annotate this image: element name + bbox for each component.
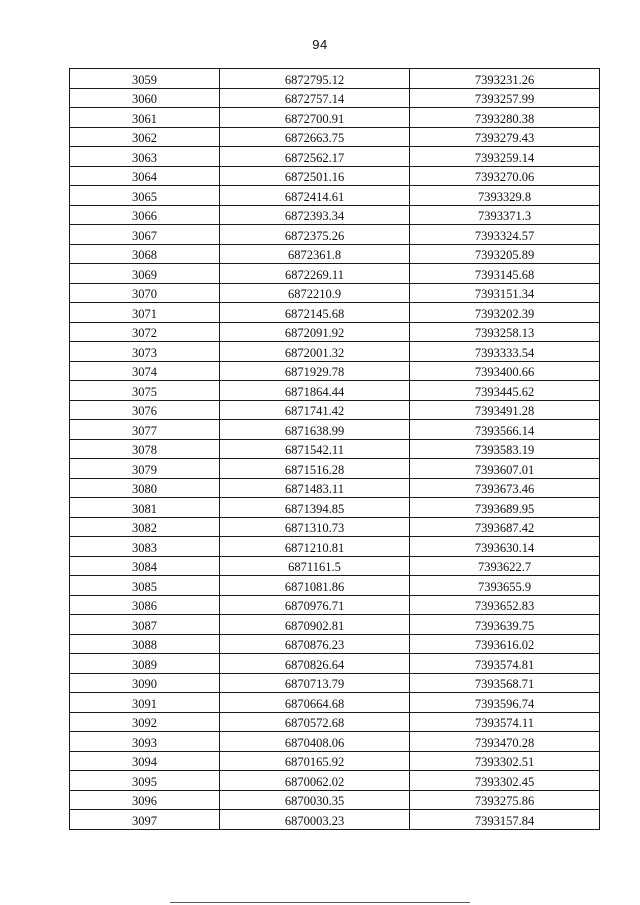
- point-number-cell: 3084: [70, 556, 220, 576]
- point-number-cell: 3068: [70, 244, 220, 264]
- x-coordinate-cell: 6872562.17: [220, 147, 410, 167]
- x-coordinate-cell: 6870003.23: [220, 810, 410, 830]
- x-coordinate-cell: 6870165.92: [220, 751, 410, 771]
- x-coordinate-cell: 6872663.75: [220, 127, 410, 147]
- coordinates-table: [69, 68, 600, 830]
- point-number-cell: 3089: [70, 654, 220, 674]
- point-number-cell: 3067: [70, 225, 220, 245]
- point-number-cell: 3095: [70, 771, 220, 791]
- table-row: [70, 693, 600, 713]
- y-coordinate-cell: 7393574.81: [410, 654, 600, 674]
- point-number-cell: 3062: [70, 127, 220, 147]
- y-coordinate-cell: 7393400.66: [410, 361, 600, 381]
- table-row: [70, 790, 600, 810]
- table-row: [70, 400, 600, 420]
- table-row: [70, 283, 600, 303]
- point-number-cell: 3075: [70, 381, 220, 401]
- y-coordinate-cell: 7393673.46: [410, 478, 600, 498]
- x-coordinate-cell: 6871516.28: [220, 459, 410, 479]
- x-coordinate-cell: 6871394.85: [220, 498, 410, 518]
- table-row: [70, 634, 600, 654]
- y-coordinate-cell: 7393259.14: [410, 147, 600, 167]
- x-coordinate-cell: 6872091.92: [220, 322, 410, 342]
- y-coordinate-cell: 7393491.28: [410, 400, 600, 420]
- y-coordinate-cell: 7393445.62: [410, 381, 600, 401]
- point-number-cell: 3078: [70, 439, 220, 459]
- table-row: [70, 166, 600, 186]
- x-coordinate-cell: 6870062.02: [220, 771, 410, 791]
- x-coordinate-cell: 6871741.42: [220, 400, 410, 420]
- table-row: [70, 576, 600, 596]
- x-coordinate-cell: 6872269.11: [220, 264, 410, 284]
- y-coordinate-cell: 7393279.43: [410, 127, 600, 147]
- page-number: 94: [312, 37, 328, 52]
- y-coordinate-cell: 7393302.45: [410, 771, 600, 791]
- y-coordinate-cell: 7393583.19: [410, 439, 600, 459]
- point-number-cell: 3096: [70, 790, 220, 810]
- table-row: [70, 322, 600, 342]
- y-coordinate-cell: 7393151.34: [410, 283, 600, 303]
- table-row: [70, 342, 600, 362]
- x-coordinate-cell: 6871542.11: [220, 439, 410, 459]
- table-row: [70, 88, 600, 108]
- point-number-cell: 3070: [70, 283, 220, 303]
- table-row: [70, 147, 600, 167]
- point-number-cell: 3074: [70, 361, 220, 381]
- point-number-cell: 3065: [70, 186, 220, 206]
- y-coordinate-cell: 7393324.57: [410, 225, 600, 245]
- table-row: [70, 264, 600, 284]
- y-coordinate-cell: 7393258.13: [410, 322, 600, 342]
- point-number-cell: 3060: [70, 88, 220, 108]
- x-coordinate-cell: 6872393.34: [220, 205, 410, 225]
- point-number-cell: 3063: [70, 147, 220, 167]
- table-row: [70, 517, 600, 537]
- point-number-cell: 3097: [70, 810, 220, 830]
- x-coordinate-cell: 6871161.5: [220, 556, 410, 576]
- point-number-cell: 3072: [70, 322, 220, 342]
- point-number-cell: 3092: [70, 712, 220, 732]
- x-coordinate-cell: 6871081.86: [220, 576, 410, 596]
- x-coordinate-cell: 6870408.06: [220, 732, 410, 752]
- table-row: [70, 751, 600, 771]
- x-coordinate-cell: 6871310.73: [220, 517, 410, 537]
- y-coordinate-cell: 7393280.38: [410, 108, 600, 128]
- point-number-cell: 3087: [70, 615, 220, 635]
- y-coordinate-cell: 7393687.42: [410, 517, 600, 537]
- x-coordinate-cell: 6872700.91: [220, 108, 410, 128]
- point-number-cell: 3064: [70, 166, 220, 186]
- table-row: [70, 478, 600, 498]
- x-coordinate-cell: 6872795.12: [220, 69, 410, 89]
- y-coordinate-cell: 7393470.28: [410, 732, 600, 752]
- x-coordinate-cell: 6872001.32: [220, 342, 410, 362]
- x-coordinate-cell: 6871929.78: [220, 361, 410, 381]
- x-coordinate-cell: 6870826.64: [220, 654, 410, 674]
- point-number-cell: 3088: [70, 634, 220, 654]
- x-coordinate-cell: 6872145.68: [220, 303, 410, 323]
- table-row: [70, 361, 600, 381]
- point-number-cell: 3076: [70, 400, 220, 420]
- x-coordinate-cell: 6870713.79: [220, 673, 410, 693]
- table-row: [70, 498, 600, 518]
- point-number-cell: 3080: [70, 478, 220, 498]
- x-coordinate-cell: 6872210.9: [220, 283, 410, 303]
- y-coordinate-cell: 7393302.51: [410, 751, 600, 771]
- table-row: [70, 439, 600, 459]
- x-coordinate-cell: 6870976.71: [220, 595, 410, 615]
- table-row: [70, 654, 600, 674]
- point-number-cell: 3071: [70, 303, 220, 323]
- table-row: [70, 556, 600, 576]
- point-number-cell: 3066: [70, 205, 220, 225]
- y-coordinate-cell: 7393689.95: [410, 498, 600, 518]
- table-row: [70, 459, 600, 479]
- point-number-cell: 3086: [70, 595, 220, 615]
- point-number-cell: 3079: [70, 459, 220, 479]
- table-row: [70, 810, 600, 830]
- y-coordinate-cell: 7393145.68: [410, 264, 600, 284]
- table-row: [70, 205, 600, 225]
- y-coordinate-cell: 7393231.26: [410, 69, 600, 89]
- y-coordinate-cell: 7393652.83: [410, 595, 600, 615]
- x-coordinate-cell: 6870572.68: [220, 712, 410, 732]
- point-number-cell: 3073: [70, 342, 220, 362]
- x-coordinate-cell: 6871638.99: [220, 420, 410, 440]
- point-number-cell: 3059: [70, 69, 220, 89]
- y-coordinate-cell: 7393574.11: [410, 712, 600, 732]
- y-coordinate-cell: 7393257.99: [410, 88, 600, 108]
- table-row: [70, 186, 600, 206]
- table-row: [70, 69, 600, 89]
- table-row: [70, 127, 600, 147]
- point-number-cell: 3083: [70, 537, 220, 557]
- y-coordinate-cell: 7393622.7: [410, 556, 600, 576]
- table-row: [70, 108, 600, 128]
- point-number-cell: 3069: [70, 264, 220, 284]
- x-coordinate-cell: 6870876.23: [220, 634, 410, 654]
- x-coordinate-cell: 6871864.44: [220, 381, 410, 401]
- table-row: [70, 771, 600, 791]
- point-number-cell: 3094: [70, 751, 220, 771]
- y-coordinate-cell: 7393157.84: [410, 810, 600, 830]
- y-coordinate-cell: 7393205.89: [410, 244, 600, 264]
- x-coordinate-cell: 6872375.26: [220, 225, 410, 245]
- x-coordinate-cell: 6870030.35: [220, 790, 410, 810]
- x-coordinate-cell: 6871210.81: [220, 537, 410, 557]
- y-coordinate-cell: 7393329.8: [410, 186, 600, 206]
- table-row: [70, 244, 600, 264]
- table-row: [70, 732, 600, 752]
- y-coordinate-cell: 7393270.06: [410, 166, 600, 186]
- point-number-cell: 3061: [70, 108, 220, 128]
- x-coordinate-cell: 6872757.14: [220, 88, 410, 108]
- table-row: [70, 615, 600, 635]
- point-number-cell: 3090: [70, 673, 220, 693]
- y-coordinate-cell: 7393275.86: [410, 790, 600, 810]
- table-row: [70, 712, 600, 732]
- table-row: [70, 303, 600, 323]
- y-coordinate-cell: 7393371.3: [410, 205, 600, 225]
- y-coordinate-cell: 7393607.01: [410, 459, 600, 479]
- table-row: [70, 537, 600, 557]
- table-row: [70, 673, 600, 693]
- point-number-cell: 3093: [70, 732, 220, 752]
- x-coordinate-cell: 6870664.68: [220, 693, 410, 713]
- x-coordinate-cell: 6872501.16: [220, 166, 410, 186]
- y-coordinate-cell: 7393566.14: [410, 420, 600, 440]
- bottom-divider: [170, 902, 470, 903]
- point-number-cell: 3085: [70, 576, 220, 596]
- point-number-cell: 3091: [70, 693, 220, 713]
- x-coordinate-cell: 6872361.8: [220, 244, 410, 264]
- y-coordinate-cell: 7393596.74: [410, 693, 600, 713]
- y-coordinate-cell: 7393202.39: [410, 303, 600, 323]
- x-coordinate-cell: 6871483.11: [220, 478, 410, 498]
- point-number-cell: 3081: [70, 498, 220, 518]
- y-coordinate-cell: 7393333.54: [410, 342, 600, 362]
- point-number-cell: 3082: [70, 517, 220, 537]
- table-row: [70, 420, 600, 440]
- table-row: [70, 381, 600, 401]
- y-coordinate-cell: 7393630.14: [410, 537, 600, 557]
- y-coordinate-cell: 7393616.02: [410, 634, 600, 654]
- point-number-cell: 3077: [70, 420, 220, 440]
- x-coordinate-cell: 6870902.81: [220, 615, 410, 635]
- coordinates-table-body: [70, 69, 600, 830]
- y-coordinate-cell: 7393639.75: [410, 615, 600, 635]
- y-coordinate-cell: 7393655.9: [410, 576, 600, 596]
- table-row: [70, 595, 600, 615]
- y-coordinate-cell: 7393568.71: [410, 673, 600, 693]
- x-coordinate-cell: 6872414.61: [220, 186, 410, 206]
- table-row: [70, 225, 600, 245]
